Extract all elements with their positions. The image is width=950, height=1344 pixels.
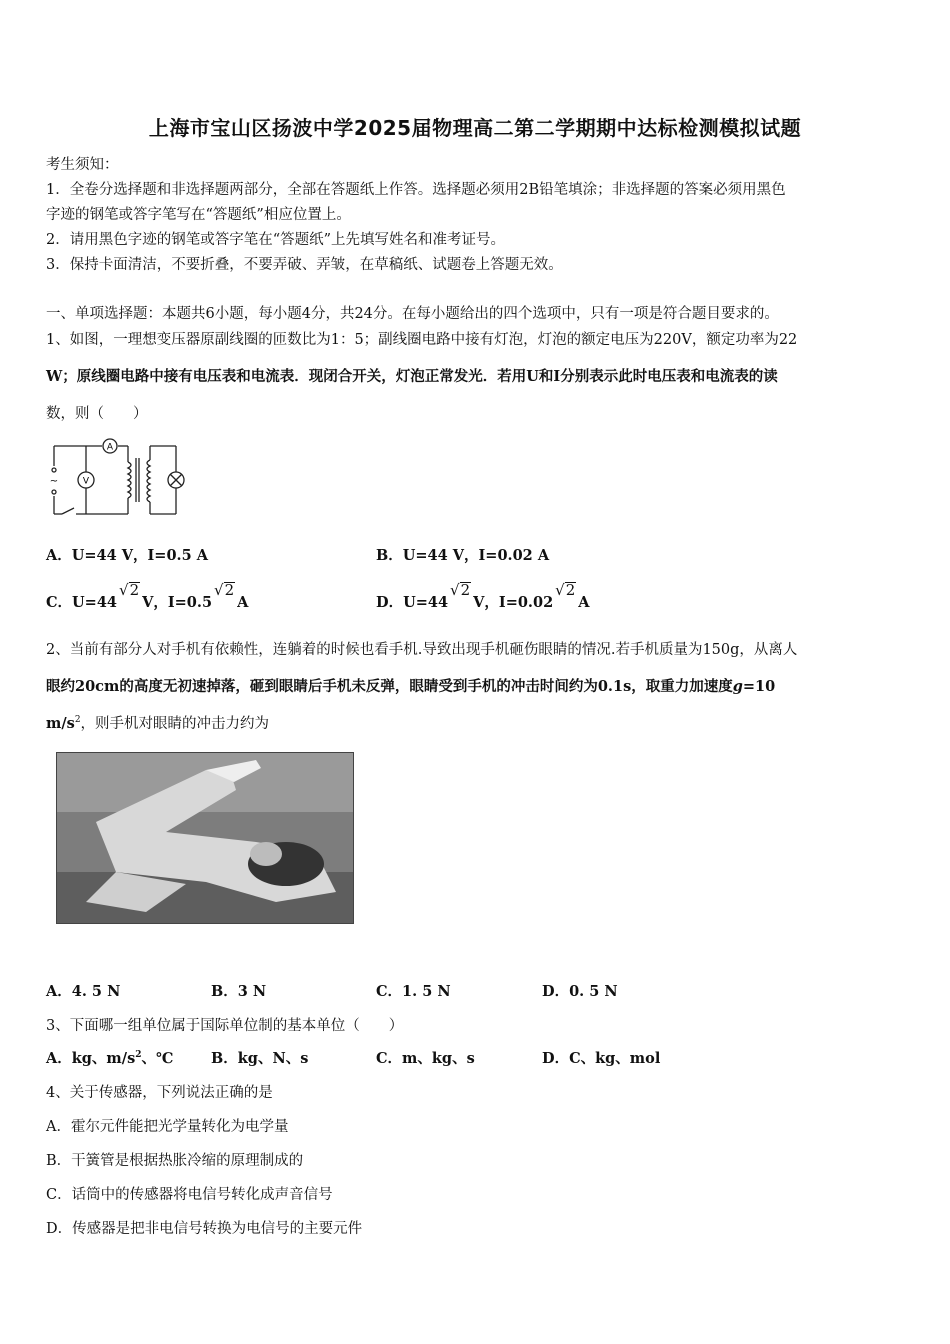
- q3-option-c: C．m、kg、s: [376, 1050, 475, 1067]
- notice-item-1-cont: 字迹的钢笔或答字笔写在“答题纸”相应位置上。: [46, 207, 351, 223]
- q2-option-a: A．4. 5 N: [46, 983, 121, 1000]
- q2-stem-line1: 2、当前有部分人对手机有依赖性，连躺着的时候也看手机.导致出现手机砸伤眼睛的情况.若手机质量为150g，从离人: [46, 642, 798, 658]
- svg-text:~: ~: [49, 476, 59, 487]
- q2-option-c: C．1. 5 N: [376, 983, 451, 1000]
- q4-option-a: A．霍尔元件能把光学量转化为电学量: [46, 1119, 289, 1135]
- q2-option-b: B．3 N: [211, 983, 267, 1000]
- q1-option-c: C．U=44√2V，I=0.5√2A: [46, 581, 249, 611]
- transformer-circuit-diagram: [46, 436, 188, 520]
- q4-option-c: C．话筒中的传感器将电信号转化成声音信号: [46, 1187, 333, 1203]
- notice-item-3: 3．保持卡面清洁，不要折叠，不要弄破、弄皱，在草稿纸、试题卷上答题无效。: [46, 257, 563, 273]
- sqrt-symbol: √2: [214, 581, 235, 599]
- voltmeter-label: V: [82, 476, 90, 487]
- sqrt-symbol: √2: [119, 581, 140, 599]
- q3-option-d: D．C、kg、mol: [542, 1050, 661, 1067]
- notice-heading: 考生须知：: [46, 157, 119, 173]
- q2-stem-line2: 眼约20cm的高度无初速掉落，砸到眼睛后手机未反弹，眼睛受到手机的冲击时间约为0.1s，取重力加速度g=10: [46, 678, 776, 695]
- q1-option-d: D．U=44√2V，I=0.02√2A: [376, 581, 590, 611]
- page-title: 上海市宝山区扬波中学2025届物理高二第二学期期中达标检测模拟试题: [148, 116, 802, 140]
- q1-option-a: A．U=44 V，I=0.5 A: [46, 547, 208, 564]
- sqrt-symbol: √2: [450, 581, 471, 599]
- q2-option-d: D．0. 5 N: [542, 983, 618, 1000]
- q1-stem-line2: W；原线圈电路中接有电压表和电流表．现闭合开关，灯泡正常发光．若用U和I分别表示此时电压表和电流表的读: [46, 368, 778, 385]
- q1-option-b: B．U=44 V，I=0.02 A: [376, 547, 550, 564]
- q4-stem: 4、关于传感器，下列说法正确的是: [46, 1085, 273, 1101]
- q2-stem-line3: $m/s^2$，则手机对眼睛的冲击力约为: [46, 715, 270, 732]
- ammeter-label: A: [106, 442, 114, 453]
- phone-lying-photo: [56, 752, 354, 924]
- section-heading: 一、单项选择题：本题共6小题，每小题4分，共24分。在每小题给出的四个选项中，只有一项是符合题目要求的。: [46, 306, 779, 322]
- sqrt-symbol: √2: [555, 581, 576, 599]
- q1-stem-line1: 1、如图，一理想变压器原副线圈的匝数比为1：5；副线圈电路中接有灯泡，灯泡的额定电压为220V，额定功率为22: [46, 332, 798, 348]
- q4-option-b: B．干簧管是根据热胀冷缩的原理制成的: [46, 1153, 304, 1169]
- notice-item-2: 2．请用黑色字迹的钢笔或答字笔在“答题纸”上先填写姓名和准考证号。: [46, 232, 506, 248]
- q3-stem: 3、下面哪一组单位属于国际单位制的基本单位（ ）: [46, 1018, 404, 1034]
- q4-option-d: D．传感器是把非电信号转换为电信号的主要元件: [46, 1221, 363, 1237]
- q3-option-b: B．kg、N、s: [211, 1050, 309, 1067]
- notice-item-1: 1．全卷分选择题和非选择题两部分，全部在答题纸上作答。选择题必须用2B铅笔填涂；非选择题的答案必须用黑色: [46, 182, 786, 198]
- q1-stem-line3: 数，则（ ）: [46, 406, 148, 422]
- q3-option-a: A．kg、$m/s^2$、℃: [46, 1050, 174, 1067]
